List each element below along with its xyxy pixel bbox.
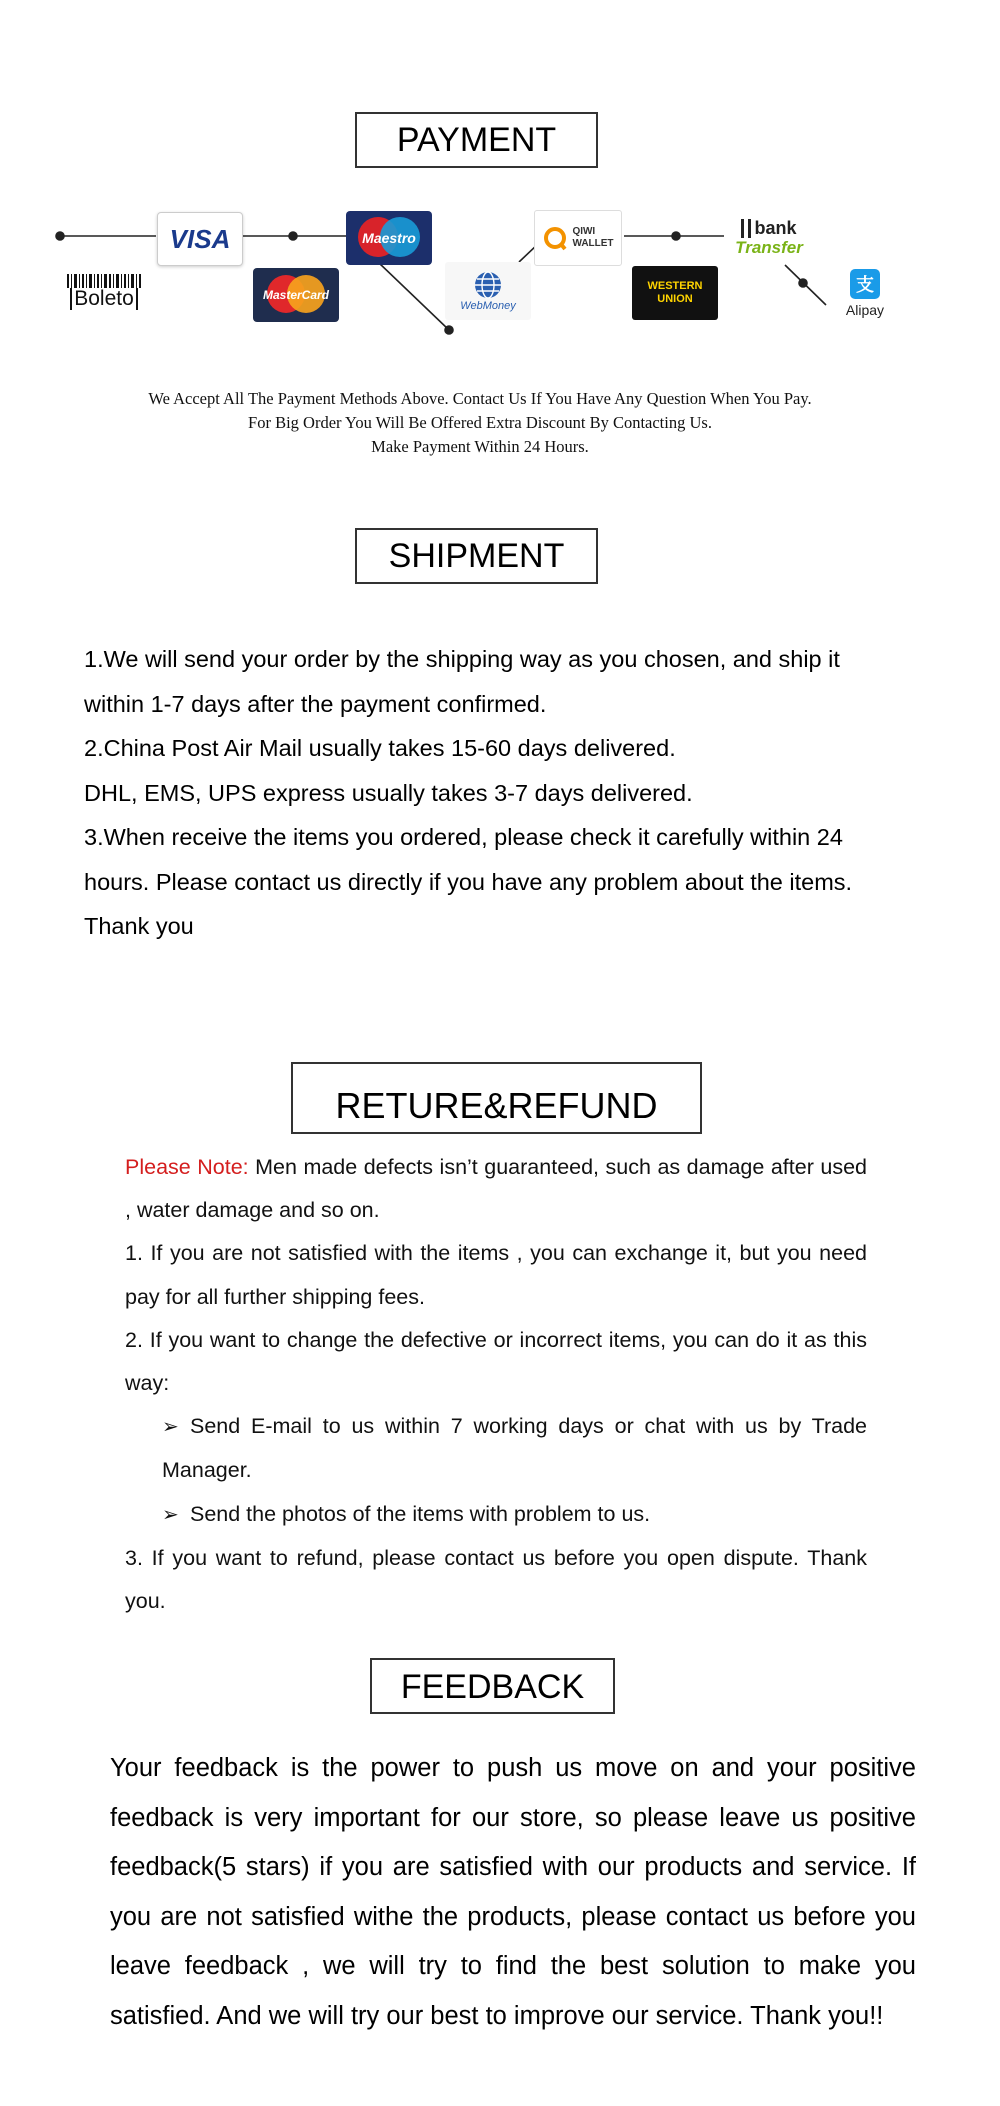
shipment-text [84,637,964,949]
globe-icon [473,270,503,300]
arrow-bullet-icon: ➢ [162,1416,179,1439]
refund-bullet-1-text: Send E-mail to us within 7 working days or chat with us by Trade Manager. [162,1414,867,1483]
bank-label: bank [741,219,796,238]
barcode-icon [67,274,141,288]
alipay-logo [830,264,900,322]
union-label: UNION [657,293,693,305]
webmoney-label: WebMoney [460,300,516,312]
refund-bullet-2-text: Send the photos of the items with problem to us. [190,1501,651,1526]
refund-title: RETURE&REFUND [291,1062,702,1134]
mastercard-logo [253,268,339,322]
mastercard-label: MasterCard [262,288,330,302]
payment-note-line: We Accept All The Payment Methods Above. Contact Us If You Have Any Question When You Pay. [148,389,812,408]
boleto-label: Boleto [70,288,138,310]
shipment-line: within 1-7 days after the payment confirmed. [84,690,547,717]
arrow-bullet-icon: ➢ [162,1503,179,1526]
qiwi-label: QIWI [572,226,596,237]
transfer-label: Transfer [735,237,803,257]
maestro-label: Maestro [362,230,416,246]
refund-item-2: 2. If you want to change the defective or incorrect items, you can do it as this way: [125,1327,867,1396]
refund-text [125,1146,867,1623]
payment-note-line: Make Payment Within 24 Hours. [371,437,589,456]
refund-note [125,1146,867,1232]
visa-label: VISA [169,223,231,254]
alipay-label: Alipay [845,301,885,318]
alipay-icon: 支 [850,269,880,299]
visa-logo [157,212,243,266]
payment-notes [0,387,960,459]
refund-bullet-2 [125,1493,867,1537]
western-label: WESTERN [647,280,703,292]
bank-transfer-logo [726,210,812,266]
qiwi-wallet-label: WALLET [572,238,614,249]
shipment-line: 2.China Post Air Mail usually takes 15-60 days delivered. [84,735,676,761]
boleto-logo [64,274,144,318]
feedback-text: Your feedback is the power to push us move on and your positive feedback is very important for our store, so please leave us positive feedback(5 stars) if you are satisfied with our products and service. If you are not satisfied withe the products, please contact us before you leave feedback , we will try to find the best solution to make you satisfied. And we will try our best to improve our service. Thank you!! [110,1754,916,2030]
feedback-title: FEEDBACK [370,1658,615,1714]
payment-title: PAYMENT [355,112,598,168]
webmoney-logo [445,262,531,320]
shipment-line: Thank you [84,913,194,939]
shipment-line: 1.We will send your order by the shipping way as you chosen, and ship it [84,646,840,672]
please-note-label: Please Note: [125,1155,249,1179]
shipment-line: hours. Please contact us directly if you have any problem about the items. [84,868,853,895]
please-note-text: Men made defects isn’t guaranteed, such as damage after used , water damage and so on. [125,1155,867,1223]
qiwi-logo [534,210,622,266]
payment-note-line: For Big Order You Will Be Offered Extra Discount By Contacting Us. [248,413,712,432]
refund-bullet-1 [125,1405,867,1492]
shipment-title: SHIPMENT [355,528,598,584]
shipment-line: 3.When receive the items you ordered, please check it carefully within 24 [84,824,843,850]
maestro-logo [346,211,432,265]
refund-item-1: 1. If you are not satisfied with the items , you can exchange it, but you need pay for all further shipping fees. [125,1241,867,1309]
shipment-line: DHL, EMS, UPS express usually takes 3-7 days delivered. [84,779,693,806]
western-union-logo [632,266,718,320]
qiwi-circle-icon [542,225,568,251]
refund-item-3: 3. If you want to refund, please contact us before you open dispute. Thank you. [125,1545,867,1614]
